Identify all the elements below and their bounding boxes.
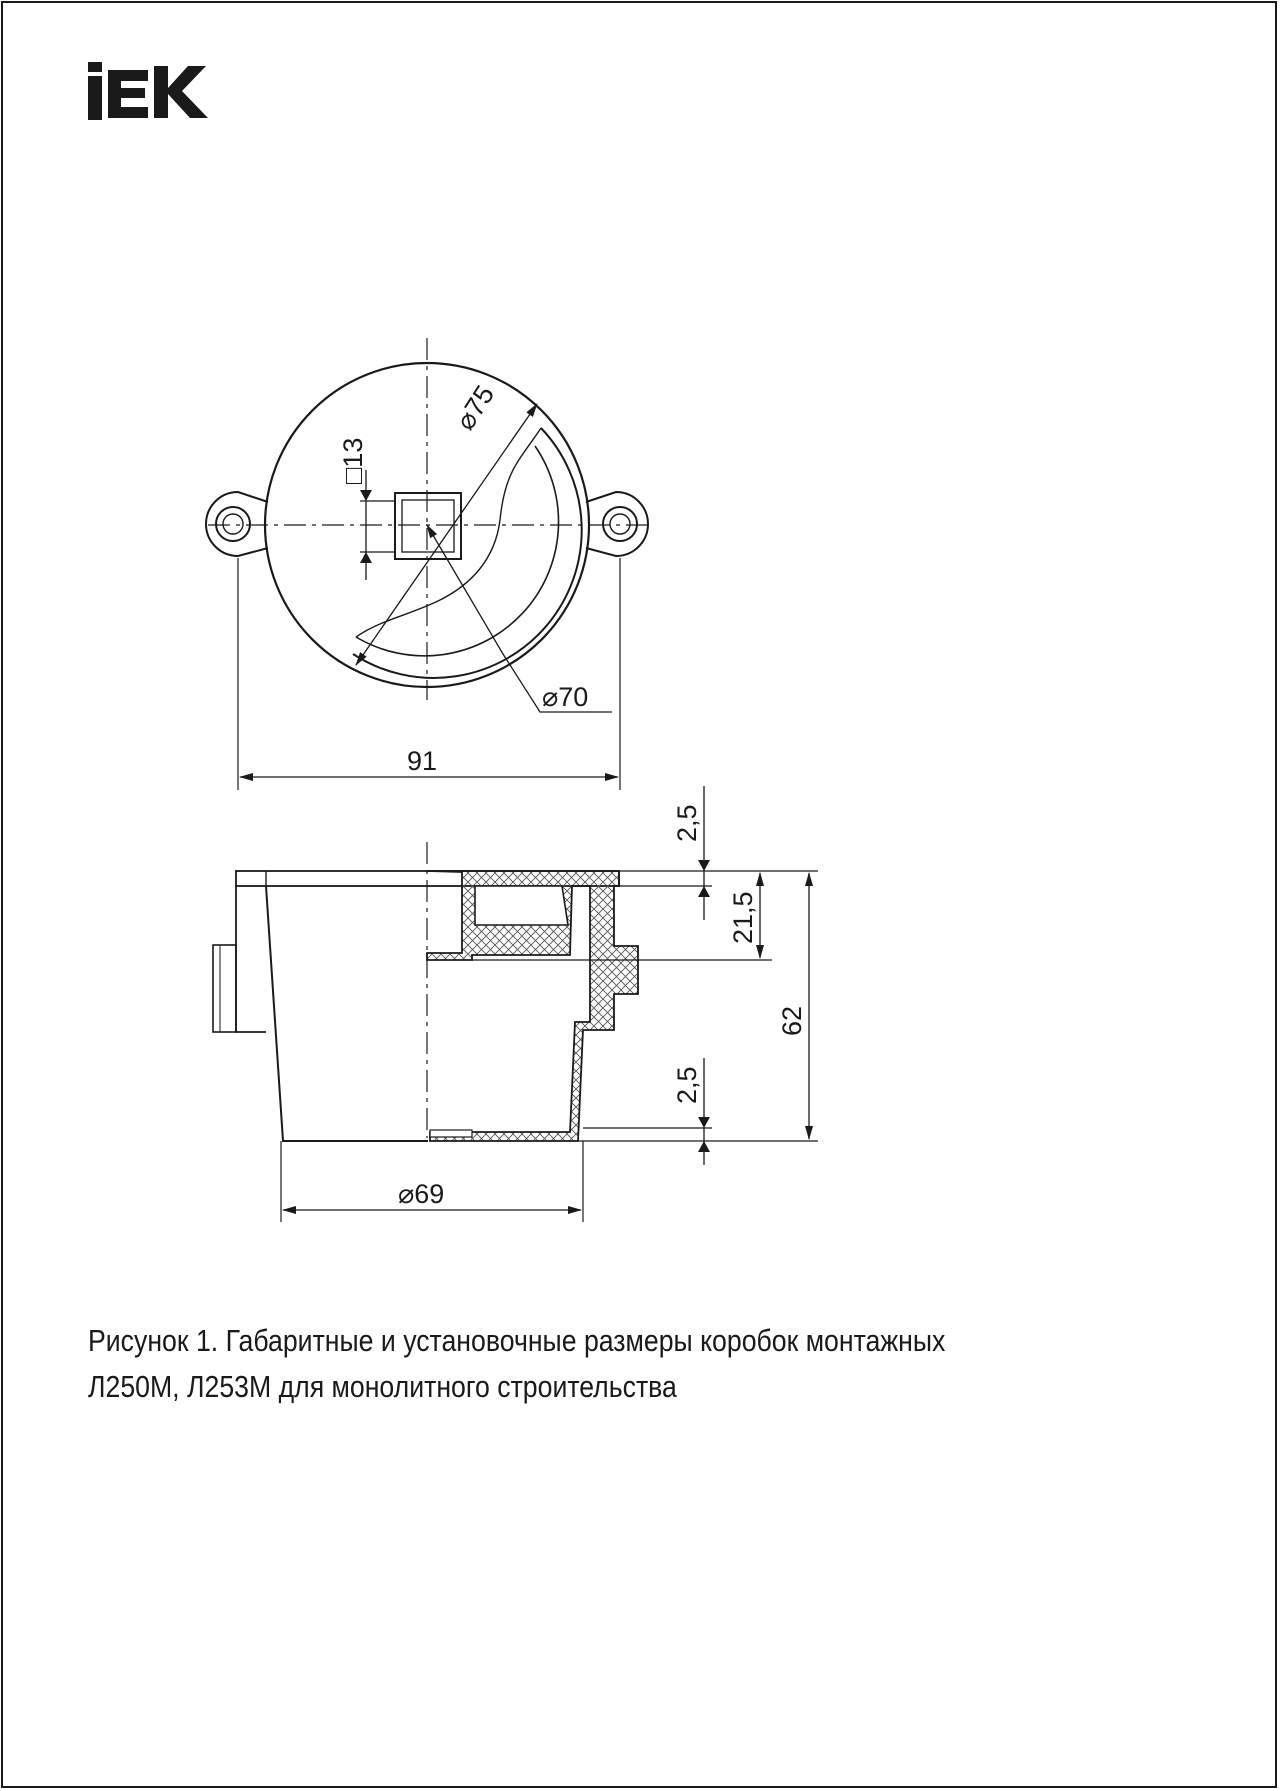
inner-ring-outer-arc — [353, 428, 582, 678]
top-view — [206, 338, 650, 790]
dia70-label: ⌀70 — [542, 682, 589, 712]
bottom-clip — [430, 1130, 472, 1137]
cut-section-pocket — [475, 886, 568, 925]
caption-line-2: Л250М, Л253М для монолитного строительства — [88, 1369, 677, 1404]
bottom-label: 2,5 — [672, 1066, 702, 1104]
depth-label: 21,5 — [728, 891, 758, 944]
right-mounting-hole — [603, 507, 637, 541]
square13-label: □13 — [338, 437, 368, 484]
wall-top-label: 2,5 — [672, 804, 702, 842]
body-left-side — [266, 886, 428, 1141]
width91-label: 91 — [407, 746, 438, 776]
dia69-label: ⌀69 — [398, 1179, 445, 1209]
right-mounting-ear — [586, 492, 648, 556]
side-left-tab — [213, 945, 236, 1032]
height-label: 62 — [777, 1005, 807, 1036]
left-mounting-hole — [216, 507, 250, 541]
inner-ring-inner-arc — [356, 446, 559, 656]
figure-caption — [88, 1318, 1051, 1410]
side-left-ear — [236, 886, 266, 1032]
side-view — [213, 786, 818, 1222]
dia75-label: ⌀75 — [449, 380, 501, 436]
caption-line-1: Рисунок 1. Габаритные и установочные размеры коробок монтажных — [88, 1323, 946, 1358]
